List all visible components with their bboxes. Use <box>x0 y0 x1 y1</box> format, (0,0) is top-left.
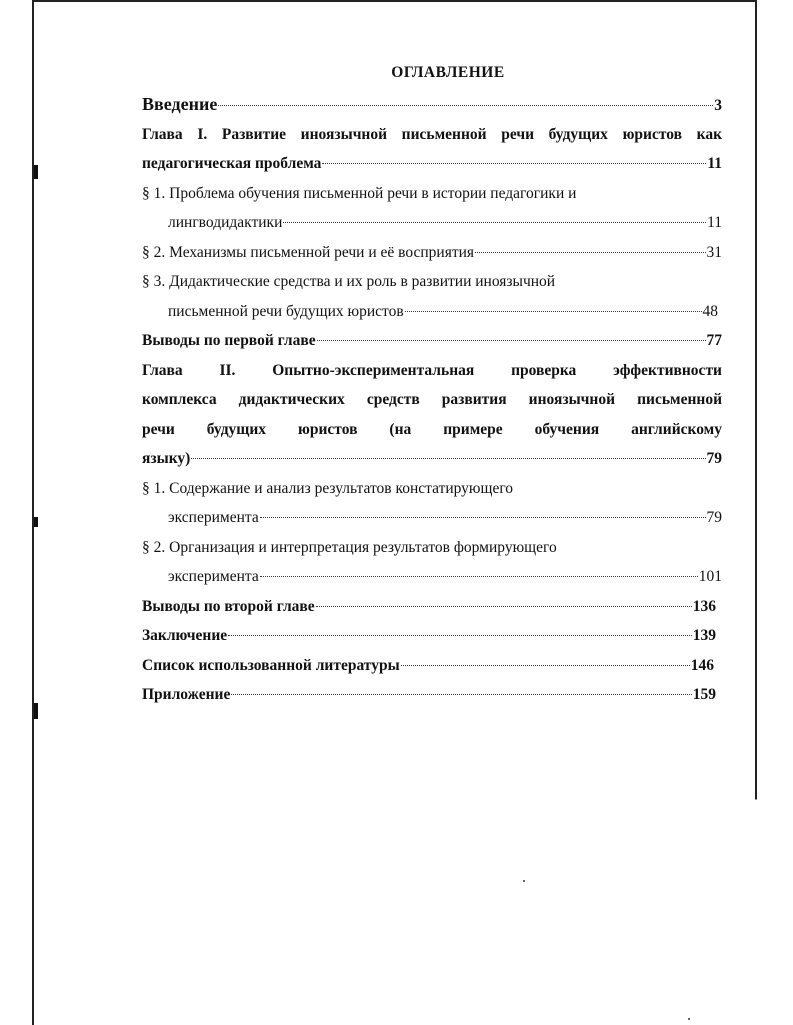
toc-entry-chapter1 <box>142 149 722 179</box>
scan-speck <box>688 1018 690 1020</box>
dot-leader <box>218 105 713 106</box>
toc-entry-appendix <box>142 680 722 710</box>
toc-entry-text: § 2. Механизмы письменной речи и её восприятия <box>142 243 475 261</box>
toc-entry-text: эксперимента <box>168 509 259 526</box>
toc-entry-text: Список использованной литературы <box>142 656 400 674</box>
dot-leader <box>228 635 692 636</box>
toc-ch1-s3-line1: § 3. Дидактические средства и их роль в развитии иноязычной <box>142 273 556 290</box>
toc-page-number: 48 <box>702 302 718 320</box>
dot-leader <box>316 606 692 607</box>
table-of-contents <box>142 64 722 710</box>
toc-entry-conclusion <box>142 621 722 651</box>
toc-entry-text: языку) <box>142 450 191 467</box>
dot-leader <box>475 252 705 253</box>
toc-entry-ch2-s2 <box>142 562 722 592</box>
toc-ch2-s1-line1: § 1. Содержание и анализ результатов констатирующего <box>142 479 514 497</box>
toc-entry-conclusions1 <box>142 326 722 356</box>
toc-ch1-s1-line1: § 1. Проблема обучения письменной речи в истории педагогики и <box>142 184 577 202</box>
scan-border-left <box>32 0 34 1025</box>
toc-chapter2-line2: комплекса дидактических средств развития иноязычной письменной <box>142 391 722 408</box>
margin-mark <box>34 165 38 179</box>
toc-entry-text: Заключение <box>142 627 228 644</box>
toc-entry-ch1-s1 <box>142 208 722 238</box>
dot-leader <box>322 163 706 164</box>
toc-page-number: 139 <box>692 627 716 644</box>
toc-entry-text: Выводы по первой главе <box>142 332 316 349</box>
margin-mark <box>34 517 38 527</box>
toc-page-number: 11 <box>707 214 722 231</box>
toc-page-number: 11 <box>707 155 722 172</box>
margin-mark <box>34 703 38 719</box>
toc-chapter2-line3: речи будущих юристов (на примере обучения английскому <box>142 420 722 438</box>
toc-entry-intro <box>142 90 722 120</box>
toc-entry-references <box>142 651 722 681</box>
toc-entry-conclusions2 <box>142 592 722 622</box>
dot-leader <box>401 665 690 666</box>
dot-leader <box>260 517 706 518</box>
toc-page-number: 159 <box>692 686 716 703</box>
toc-entry-text: Приложение <box>142 686 231 703</box>
toc-entry-text: лингводидактики <box>168 214 283 231</box>
scan-border-right <box>755 0 757 1025</box>
toc-page-number: 3 <box>714 97 722 114</box>
toc-entry-text: педагогическая проблема <box>142 155 322 172</box>
toc-entry-ch2-s1 <box>142 503 722 533</box>
toc-entry-text: эксперимента <box>168 568 259 585</box>
toc-page-number: 79 <box>706 509 722 526</box>
toc-ch2-s2-line1: § 2. Организация и интерпретация результатов формирующего <box>142 538 557 556</box>
dot-leader <box>405 311 702 312</box>
toc-page-number: 101 <box>698 568 722 585</box>
toc-entry-text: Введение <box>142 94 218 114</box>
dot-leader <box>283 222 706 223</box>
toc-page-number: 79 <box>706 450 722 467</box>
toc-entry-ch1-s3 <box>142 297 722 327</box>
toc-page-number: 77 <box>706 332 722 349</box>
dot-leader <box>191 458 705 459</box>
scan-border-top <box>32 0 757 2</box>
toc-entry-text: письменной речи будущих юристов <box>168 302 404 320</box>
toc-page-number: 146 <box>690 656 714 674</box>
toc-chapter2-line1: Глава II. Опытно-экспериментальная проверка эффективности <box>142 361 722 379</box>
dot-leader <box>260 576 698 577</box>
toc-entry-ch1-s2 <box>142 238 722 268</box>
scan-speck <box>523 880 525 882</box>
toc-page-number: 136 <box>692 597 716 615</box>
dot-leader <box>317 340 706 341</box>
toc-chapter1-line1: Глава I. Развитие иноязычной письменной речи будущих юристов как <box>142 125 722 143</box>
page-title: ОГЛАВЛЕНИЕ <box>391 64 505 81</box>
toc-page-number: 31 <box>706 243 722 261</box>
dot-leader <box>231 694 691 695</box>
toc-entry-chapter2 <box>142 444 722 474</box>
toc-entry-text: Выводы по второй главе <box>142 597 315 615</box>
